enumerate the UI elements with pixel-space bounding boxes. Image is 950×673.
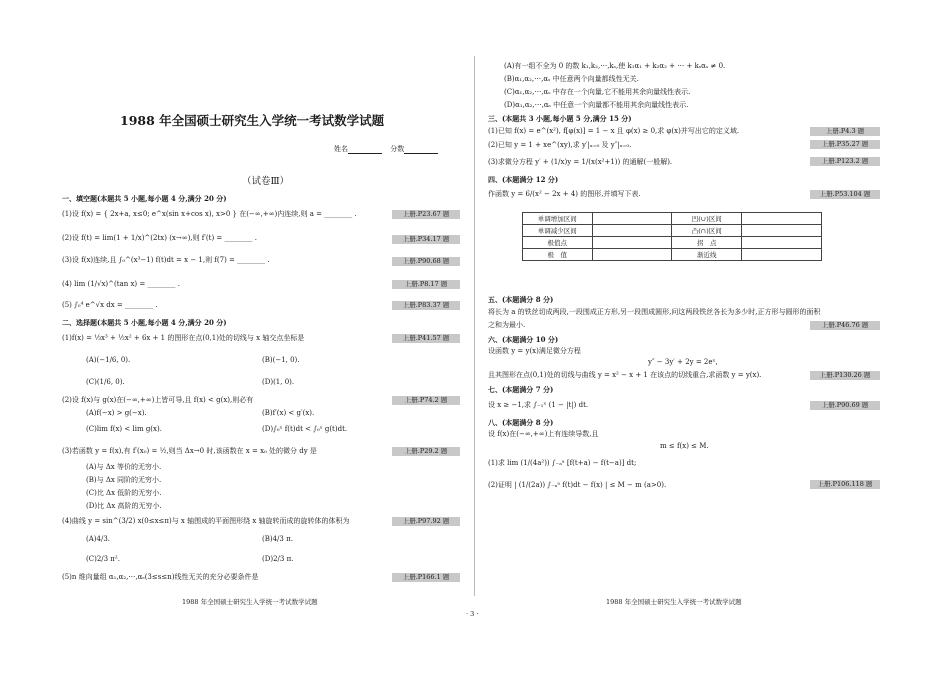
ode-equation: y″ − 3y′ + 2y = 2eˣ, <box>648 358 718 366</box>
option-b: (B)α₁,α₂,⋯,αₛ 中任意两个向量都线性无关. <box>504 75 639 83</box>
option-c: (C)α₁,α₂,⋯,αₛ 中存在一个向量,它不能用其余向量线性表示. <box>504 88 691 96</box>
wire-problem-line1: 将长为 a 的铁丝切成两段,一段围成正方形,另一段围成圆形,问这两段铁丝各长为多少时,正方形与圆形的面积 <box>488 308 821 316</box>
table-cell: 极值点 <box>523 237 593 249</box>
table-row <box>523 225 822 237</box>
ref-tag: 上册.P97.92 题 <box>392 517 460 526</box>
table-cell <box>592 225 672 237</box>
section-5-heading: 五、(本题满分 8 分) <box>488 295 554 304</box>
choice-q1: (1)f(x) = ⅓x³ + ½x² + 6x + 1 的图形在点(0,1)处的切线与 x 轴交点坐标是 <box>62 334 305 342</box>
section-4-heading: 四、(本题满分 12 分) <box>488 175 559 184</box>
ref-tag: 上册.P29.2 题 <box>392 447 460 456</box>
choice-q1-d: (D)(1, 0). <box>262 378 295 386</box>
section-7-heading: 七、(本题满分 7 分) <box>488 385 554 394</box>
option-d: (D)α₁,α₂,⋯,αₛ 中任意一个向量都不能用其余向量线性表示. <box>504 101 689 109</box>
table-cell: 单调增加区间 <box>523 213 593 225</box>
table-cell <box>592 213 672 225</box>
section-6-heading: 六、(本题满分 10 分) <box>488 335 559 344</box>
choice-q2-d: (D)∫₀ˣ f(t)dt < ∫₀ˣ g(t)dt. <box>262 425 348 433</box>
page-footer-right: 1988 年全国硕士研究生入学统一考试数学试题 <box>606 598 742 606</box>
ref-tag: 上册.P8.17 题 <box>392 280 460 289</box>
limit-question: (1)求 lim (1/(4a²)) ∫₋ₐᵃ [f(t+a) − f(t−a)] dt; <box>488 459 637 467</box>
ref-tag: 上册.P46.76 题 <box>810 321 880 330</box>
option-a: (A)有一组不全为 0 的数 k₁,k₂,⋯,kₛ,使 k₁α₁ + k₂α₂ + ⋯ + kₛαₛ ≠ 0. <box>504 62 726 70</box>
table-cell <box>742 237 822 249</box>
proof-question: (2)证明 | (1/(2a)) ∫₋ₐᵃ f(t)dt − f(x) | ≤ M − m (a>0). <box>488 481 667 489</box>
choice-q1-b: (B)(−1, 0). <box>262 356 300 364</box>
choice-q3-a: (A)与 Δx 等价的无穷小. <box>86 463 162 471</box>
ref-tag: 上册.P35.27 题 <box>810 140 880 149</box>
wire-problem-line2: 之和为最小. <box>488 321 526 329</box>
page-footer-left: 1988 年全国硕士研究生入学统一考试数学试题 <box>182 598 318 606</box>
ref-tag: 上册.P83.37 题 <box>392 301 460 310</box>
table-cell: 单调减少区间 <box>523 225 593 237</box>
table-cell <box>592 249 672 261</box>
table-cell: 拐 点 <box>672 237 742 249</box>
choice-q2-c: (C)lim f(x) < lim g(x). <box>86 425 162 433</box>
calc-q1: (1)已知 f(x) = e^(x²), f[φ(x)] = 1 − x 且 φ(x) ≥ 0,求 φ(x)并写出它的定义域. <box>488 127 740 135</box>
table-cell: 凸(∩)区间 <box>672 225 742 237</box>
paper-label: （试卷Ⅲ） <box>242 176 290 187</box>
table-row <box>523 237 822 249</box>
calc-q2: (2)已知 y = 1 + xe^(xy),求 y′|ₓ₌₀ 及 y″|ₓ₌₀. <box>488 141 632 149</box>
derivative-intro: 设 f(x)在(−∞,+∞)上有连续导数,且 <box>488 430 599 438</box>
graph-task: 作函数 y = 6/(x² − 2x + 4) 的图形,并填写下表. <box>488 190 641 198</box>
ref-tag: 上册.P23.67 题 <box>392 210 460 219</box>
bound-inequality: m ≤ f(x) ≤ M. <box>660 442 709 450</box>
ref-tag: 上册.P90.69 题 <box>810 401 880 410</box>
ref-tag: 上册.P166.1 题 <box>392 573 460 582</box>
section-2-heading: 二、选择题(本题共 5 小题,每小题 4 分,满分 20 分) <box>62 318 227 327</box>
page-number: · 3 · <box>466 610 479 618</box>
section-8-heading: 八、(本题满分 8 分) <box>488 418 554 427</box>
section-3-heading: 三、(本题共 3 小题,每小题 5 分,满分 15 分) <box>488 114 632 123</box>
ode-intro: 设函数 y = y(x)满足微分方程 <box>488 347 581 355</box>
fill-q4: (4) lim (1/√x)^(tan x) = ________ . <box>62 280 180 288</box>
table-cell: 渐近线 <box>672 249 742 261</box>
name-field: 姓名 分数 <box>334 145 438 154</box>
fill-q1: (1)设 f(x) = { 2x+a, x≤0; e^x(sin x+cos x), x>0 } 在(−∞,+∞)内连续,则 a = ________ . <box>62 210 357 218</box>
choice-q1-c: (C)(1/6, 0). <box>86 378 125 386</box>
choice-q1-a: (A)(−1/6, 0). <box>86 356 131 364</box>
ref-tag: 上册.P123.2 题 <box>810 157 880 166</box>
choice-q2-a: (A)f(−x) > g(−x). <box>86 409 147 417</box>
choice-q3-b: (B)与 Δx 同阶的无穷小. <box>86 476 162 484</box>
table-cell: 凹(∪)区间 <box>672 213 742 225</box>
choice-q3: (3)若函数 y = f(x),有 f′(x₀) = ½,则当 Δx→0 时,该函数在 x = x₀ 处的微分 dy 是 <box>62 447 317 455</box>
ode-condition: 且其图形在点(0,1)处的切线与曲线 y = x² − x + 1 在该点的切线重合,求函数 y = y(x). <box>488 371 762 379</box>
choice-q4: (4)曲线 y = sin^(3/2) x(0≤x≤π)与 x 轴围成的平面图形绕 x 轴旋转而成的旋转体的体积为 <box>62 517 350 525</box>
ref-tag: 上册.P53.104 题 <box>810 190 880 199</box>
ref-tag: 上册.P106.118 题 <box>810 480 880 489</box>
fill-table <box>522 212 822 261</box>
integral-problem: 设 x ≥ −1,求 ∫₋₁ˣ (1 − |t|) dt. <box>488 401 589 409</box>
choice-q5: (5)n 维向量组 α₁,α₂,⋯,αₛ(3≤s≤n)线性无关的充分必要条件是 <box>62 573 259 581</box>
calc-q3: (3)求微分方程 y′ + (1/x)y = 1/(x(x²+1)) 的通解(一般解). <box>488 158 673 166</box>
table-cell <box>742 249 822 261</box>
fill-q3: (3)设 f(x)连续,且 ∫₀^(x³−1) f(t)dt = x − 1,则 f(7) = ________ . <box>62 256 270 264</box>
fill-q2: (2)设 f(t) = lim(1 + 1/x)^(2tx) (x→∞),则 f′(t) = ________ . <box>62 234 257 242</box>
choice-q3-c: (C)比 Δx 低阶的无穷小. <box>86 489 162 497</box>
choice-q2-b: (B)f′(x) < g′(x). <box>262 409 315 417</box>
ref-tag: 上册.P130.26 题 <box>810 371 880 380</box>
table-cell: 极 值 <box>523 249 593 261</box>
choice-q3-d: (D)比 Δx 高阶的无穷小. <box>86 502 162 510</box>
choice-q4-c: (C)2/3 π². <box>86 555 120 563</box>
table-row <box>523 249 822 261</box>
ref-tag: 上册.P74.2 题 <box>392 396 460 405</box>
choice-q4-b: (B)4/3 π. <box>262 535 293 543</box>
ref-tag: 上册.P41.57 题 <box>392 334 460 343</box>
choice-q4-a: (A)4/3. <box>86 535 111 543</box>
table-cell <box>592 237 672 249</box>
section-1-heading: 一、填空题(本题共 5 小题,每小题 4 分,满分 20 分) <box>62 194 227 203</box>
column-divider <box>474 56 475 596</box>
table-cell <box>742 225 822 237</box>
table-row <box>523 213 822 225</box>
ref-tag: 上册.P90.68 题 <box>392 257 460 266</box>
choice-q2: (2)设 f(x)与 g(x)在(−∞,+∞)上皆可导,且 f(x) < g(x),则必有 <box>62 396 254 404</box>
fill-q5: (5) ∫₀⁴ e^√x dx = ________ . <box>62 301 158 309</box>
table-cell <box>742 213 822 225</box>
exam-title: 1988 年全国硕士研究生入学统一考试数学试题 <box>120 113 385 128</box>
choice-q4-d: (D)2/3 π. <box>262 555 294 563</box>
ref-tag: 上册.P4.3 题 <box>810 127 880 136</box>
ref-tag: 上册.P34.17 题 <box>392 235 460 244</box>
